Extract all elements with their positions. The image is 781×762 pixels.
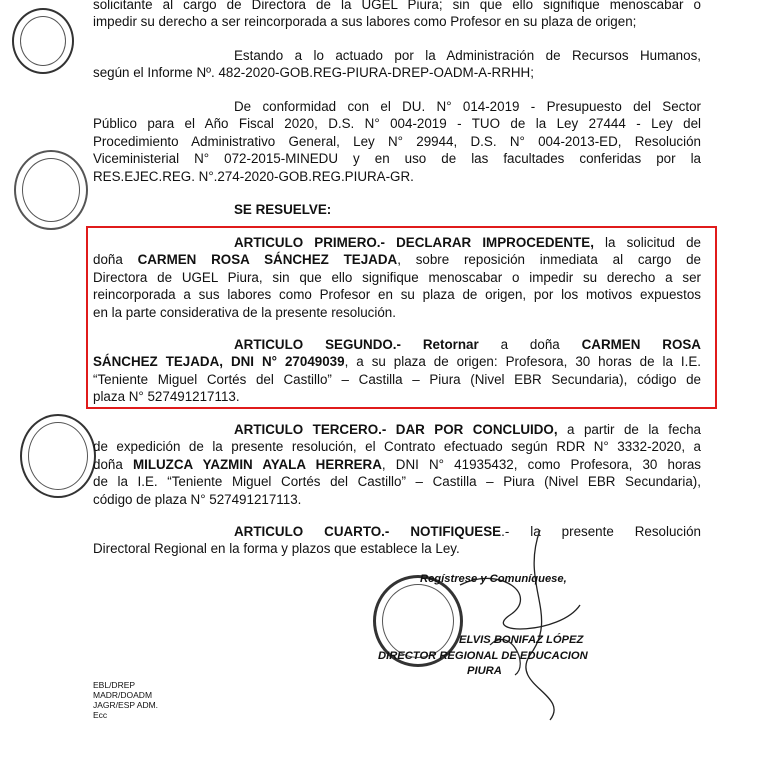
text-line: reincorporada a sus labores como Profesor en su plaza de origen, por los motivos expuestos — [93, 287, 701, 303]
text-line — [93, 251, 701, 268]
text-line — [93, 336, 701, 353]
text-line — [93, 234, 701, 251]
paragraph-conformidad — [93, 98, 701, 185]
seal-top — [12, 8, 74, 74]
seal-recursos-humanos — [20, 414, 96, 498]
text-line: Procedimiento Administrativo General, Ley N° 29944, D.S. N° 004-2013-ED, Resolución — [93, 133, 701, 149]
text-line — [93, 456, 701, 473]
text-line: código de plaza N° 527491217113. — [93, 491, 302, 507]
text-line — [93, 523, 701, 540]
article-cuarto — [93, 523, 701, 558]
text-run: , sobre reposición inmediata al cargo de — [397, 252, 702, 268]
text-line: Público para el Año Fiscal 2020, D.S. N° 004-2019 - TUO de la Ley 27444 - Ley del — [93, 116, 701, 132]
text-run: a doña — [478, 337, 582, 352]
text-line: en la parte considerativa de la presente resolución. — [93, 304, 396, 320]
text-run: a partir de la fecha — [557, 422, 701, 437]
signatory-place: PIURA — [467, 665, 502, 677]
se-resuelve-heading: SE RESUELVE: — [234, 202, 332, 217]
text-run: .- la presente Resolución — [501, 524, 701, 539]
text-line: Estando a lo actuado por la Administración de Recursos Humanos, — [234, 48, 701, 63]
text-line: “Teniente Miguel Cortés del Castillo” – Castilla – Piura (Nivel EBR Secundaria), código de — [93, 371, 701, 387]
closing-text: Regístrese y Comuníquese, — [420, 573, 567, 585]
text-line: según el Informe Nº. 482-2020-GOB.REG-PIURA-DREP-OADM-A-RRHH; — [93, 65, 534, 81]
article-title: ARTICULO SEGUNDO.- Retornar — [234, 337, 479, 352]
person-name: CARMEN ROSA SÁNCHEZ TEJADA — [137, 252, 398, 268]
paragraph-intro — [93, 0, 701, 31]
text-line: Directoral Regional en la forma y plazos que establece la Ley. — [93, 541, 460, 557]
person-name: CARMEN ROSA — [581, 337, 701, 352]
text-run: , DNI N° 41935432, como Profesora, 30 horas — [381, 456, 701, 472]
paragraph-estando — [93, 47, 701, 82]
text-line: de expedición de la presente resolución, el Contrato efectuado según RDR N° 3332-2020, a — [93, 439, 701, 455]
text-run: doña — [93, 252, 138, 268]
text-line: Directora de UGEL Piura, sin que ello signifique menoscabar o impedir su derecho a ser — [93, 269, 701, 285]
cc-item: EBL/DREP — [93, 680, 136, 690]
text-line: de la I.E. “Teniente Miguel Cortés del Castillo” – Castilla – Piura (Nivel EBR Secundaria), — [93, 474, 701, 490]
handwritten-signature — [420, 525, 600, 725]
text-run: doña — [93, 456, 133, 472]
text-run: , a su plaza de origen: Profesora, 30 horas de la I.E. — [344, 354, 701, 370]
signatory-name: ELVIS BONIFAZ LÓPEZ — [459, 634, 584, 646]
article-segundo — [93, 336, 701, 406]
person-name: SÁNCHEZ TEJADA, DNI N° 27049039 — [93, 354, 345, 370]
text-line: RES.EJEC.REG. N°.274-2020-GOB.REG.PIURA-GR. — [93, 168, 414, 184]
article-title: ARTICULO CUARTO.- NOTIFIQUESE — [234, 524, 502, 539]
article-title: ARTICULO TERCERO.- DAR POR CONCLUIDO, — [234, 422, 558, 437]
cc-item: JAGR/ESP ADM. — [93, 700, 159, 710]
signatory-title: DIRECTOR REGIONAL DE EDUCACION — [378, 650, 588, 662]
text-line — [93, 353, 701, 370]
text-line: impedir su derecho a ser reincorporada a sus labores como Profesor en su plaza de origen; — [93, 14, 637, 30]
article-primero — [93, 234, 701, 321]
text-line — [93, 421, 701, 438]
text-line: plaza N° 527491217113. — [93, 389, 240, 405]
article-tercero — [93, 421, 701, 508]
text-line: solicitante al cargo de Directora de la UGEL Piura; sin que ello signifique menoscabar o — [93, 0, 701, 12]
text-run: la solicitud de — [593, 235, 701, 250]
cc-list — [93, 680, 158, 720]
person-name: MILUZCA YAZMIN AYALA HERRERA — [132, 456, 382, 472]
cc-item: Ecc — [93, 710, 108, 720]
text-line: Viceministerial N° 072-2015-MINEDU y en uso de las facultades conferidas por la — [93, 151, 701, 167]
text-line: De conformidad con el DU. N° 014-2019 - Presupuesto del Sector — [234, 99, 701, 114]
seal-asesoria — [14, 150, 88, 230]
article-title: ARTICULO PRIMERO.- DECLARAR IMPROCEDENTE, — [234, 235, 594, 250]
cc-item: MADR/DOADM — [93, 690, 153, 700]
